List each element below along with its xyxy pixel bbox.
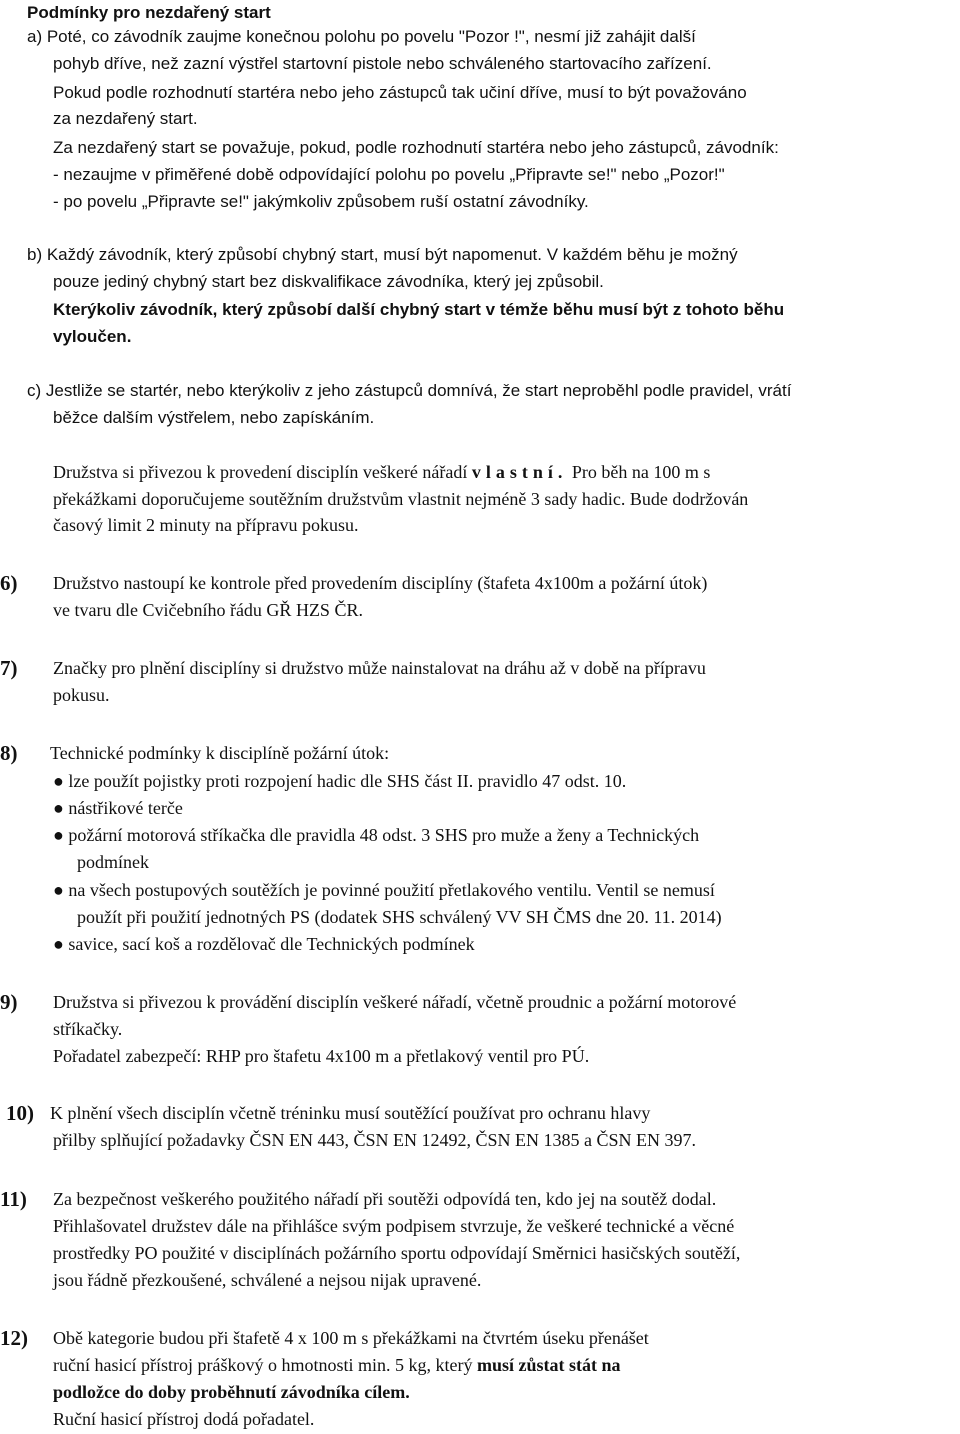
item-number: 12) (0, 1326, 28, 1350)
list-item (53, 768, 626, 794)
item-line: stříkačky. (53, 1019, 123, 1039)
list-item-text: na všech postupových soutěžích je povinné použití přetlakového ventilu. Ventil se nemusí (68, 880, 715, 900)
paragraph-line: pouze jediný chybný start bez diskvalifikace závodníka, který jej způsobil. (53, 272, 604, 291)
list-item-continuation: použít při použití jednotných PS (dodatek SHS schválený VV SH ČMS dne 20. 11. 2014) (77, 907, 722, 927)
section-heading: Podmínky pro nezdařený start (27, 3, 271, 22)
item-line: Za bezpečnost veškerého použitého nářadí při soutěži odpovídá ten, kdo jej na soutěž dodal. (53, 1189, 717, 1209)
item-line-bold: podložce do doby proběhnutí závodníka cílem. (53, 1382, 410, 1402)
item-number: 11) (0, 1187, 27, 1211)
item-line: prostředky PO použité v disciplínách požárního sportu odpovídají Směrnici hasičských soutěží, (53, 1243, 741, 1263)
list-item-text: lze použít pojistky proti rozpojení hadic dle SHS část II. pravidlo 47 odst. 10. (68, 771, 627, 791)
item-line: Družstva si přivezou k provádění disciplín veškeré nářadí, včetně proudnic a požární motorové (53, 992, 737, 1012)
item-text-bold: musí zůstat stát na (476, 1355, 621, 1375)
item-line: ve tvaru dle Cvičebního řádu GŘ HZS ČR. (53, 600, 363, 620)
item-line: Družstvo nastoupí ke kontrole před provedením disciplíny (štafeta 4x100m a požární útok) (53, 573, 708, 593)
paragraph-line: b) Každý závodník, který způsobí chybný start, musí být napomenut. V každém běhu je možný (27, 245, 738, 264)
list-item (53, 877, 715, 903)
paragraph-line: c) Jestliže se startér, nebo kterýkoliv z jeho zástupců domnívá, že start neproběhl podle pravidel, vrátí (27, 381, 792, 400)
item-number: 6) (0, 571, 18, 595)
item-number: 8) (0, 741, 18, 765)
list-item-text: nástřikové terče (68, 798, 183, 818)
item-line: Obě kategorie budou při štafetě 4 x 100 m s překážkami na čtvrtém úseku přenášet (53, 1328, 649, 1348)
item-number: 10) (6, 1101, 34, 1125)
paragraph-line: a) Poté, co závodník zaujme konečnou polohu po povelu "Pozor !", nesmí již zahájit další (27, 27, 696, 46)
paragraph-line-bold: Kterýkoliv závodník, který způsobí další chybný start v témže běhu musí být z tohoto běhu (53, 300, 785, 319)
item-line: Ruční hasicí přístroj dodá pořadatel. (53, 1409, 315, 1429)
item-intro: Technické podmínky k disciplíně požární útok: (50, 743, 390, 763)
bullet-icon: ● (53, 771, 64, 791)
bullet-icon: ● (53, 934, 64, 954)
list-item-continuation: podmínek (77, 852, 149, 872)
bullet-icon: ● (53, 880, 64, 900)
item-line: přilby splňující požadavky ČSN EN 443, ČSN EN 12492, ČSN EN 1385 a ČSN EN 397. (53, 1130, 696, 1150)
equipment-line: překážkami doporučujeme soutěžním družstvům vlastnit nejméně 3 sady hadic. Bude dodržován (53, 489, 749, 509)
item-text: ruční hasicí přístroj práškový o hmotnosti min. 5 kg, který (53, 1355, 477, 1375)
item-line: jsou řádně přezkoušené, schválené a nejsou nijak upravené. (53, 1270, 482, 1290)
list-item-text: savice, sací koš a rozdělovač dle Technických podmínek (68, 934, 475, 954)
item-line: pokusu. (53, 685, 110, 705)
equipment-text: Družstva si přivezou k provedení disciplín veškeré nářadí (53, 462, 472, 482)
item-line: Značky pro plnění disciplíny si družstvo může nainstalovat na dráhu až v době na přípravu (53, 658, 706, 678)
item-line: K plnění všech disciplín včetně tréninku musí soutěžící používat pro ochranu hlavy (50, 1103, 651, 1123)
equipment-line: časový limit 2 minuty na přípravu pokusu. (53, 515, 359, 535)
equipment-spaced-word: vlastní. (471, 462, 568, 482)
paragraph-line: Za nezdařený start se považuje, pokud, podle rozhodnutí startéra nebo jeho zástupců, závodník: (53, 138, 779, 157)
item-line: Pořadatel zabezpečí: RHP pro štafetu 4x100 m a přetlakový ventil pro PÚ. (53, 1046, 590, 1066)
item-line: Přihlašovatel družstev dále na přihlášce svým podpisem stvrzuje, že veškeré technické a věcné (53, 1216, 735, 1236)
bullet-icon: ● (53, 825, 64, 845)
item-line (53, 1352, 620, 1378)
paragraph-line: - nezaujme v přiměřené době odpovídající polohu po povelu „Připravte se!" nebo „Pozor!" (53, 165, 725, 184)
item-number: 9) (0, 990, 18, 1014)
list-item-text: požární motorová stříkačka dle pravidla 48 odst. 3 SHS pro muže a ženy a Technických (68, 825, 700, 845)
bullet-icon: ● (53, 798, 64, 818)
paragraph-line: Pokud podle rozhodnutí startéra nebo jeho zástupců tak učiní dříve, musí to být považováno (53, 83, 747, 102)
item-number: 7) (0, 656, 18, 680)
paragraph-line: pohyb dříve, než zazní výstřel startovní pistole nebo schváleného startovacího zařízení. (53, 54, 712, 73)
paragraph-line: - po povelu „Připravte se!" jakýmkoliv způsobem ruší ostatní závodníky. (53, 192, 589, 211)
paragraph-line: za nezdařený start. (53, 109, 198, 128)
equipment-text-end: Pro běh na 100 m s (567, 462, 711, 482)
list-item (53, 822, 699, 848)
paragraph-line-bold: vyloučen. (53, 327, 132, 346)
paragraph-line: běžce dalším výstřelem, nebo zapískáním. (53, 408, 375, 427)
equipment-line (53, 459, 710, 485)
list-item (53, 931, 475, 957)
list-item (53, 795, 183, 821)
